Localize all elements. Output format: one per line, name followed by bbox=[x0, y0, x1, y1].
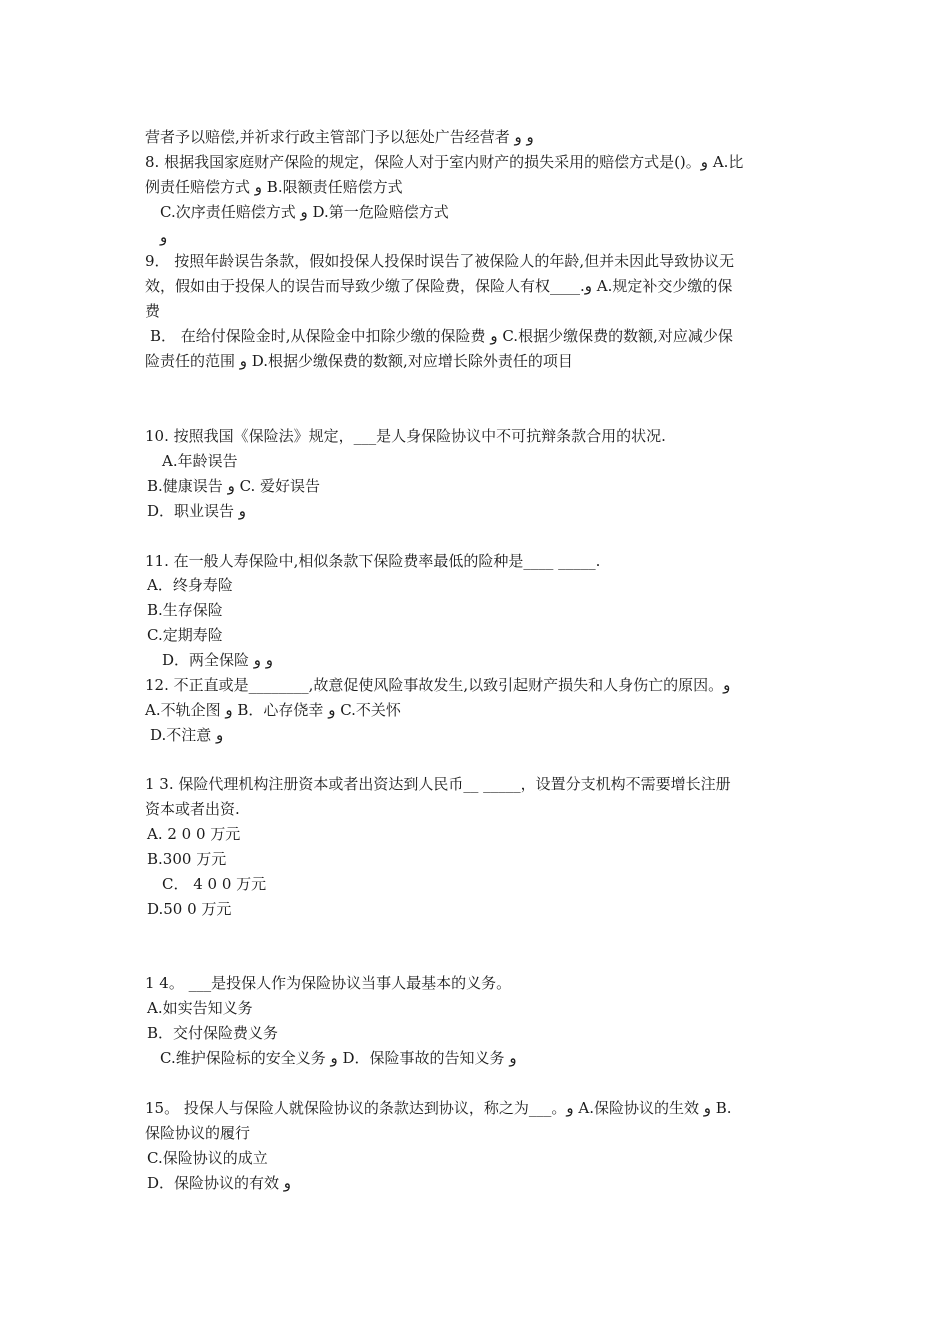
text-line-q11-option-a: A．终身寿险 bbox=[147, 576, 233, 594]
text-line-q10-option-a: A.年龄误告 bbox=[162, 452, 238, 470]
text-line-q10-stem: 10. 按照我国《保险法》规定，___是人身保险协议中不可抗辩条款合用的状况. bbox=[145, 427, 666, 445]
text-line-q11-option-c: C.定期寿险 bbox=[147, 626, 223, 644]
text-line-q11-option-d: D．两全保险 و و bbox=[162, 651, 274, 669]
text-line-q11-option-b: B.生存保险 bbox=[147, 601, 223, 619]
text-line-q9-stem: 9． 按照年龄误告条款，假如投保人投保时误告了被保险人的年龄,但并未因此导致协议无 bbox=[145, 252, 735, 270]
text-line-q9-options-d: 险责任的范围 و D.根据少缴保费的数额,对应增长除外责任的项目 bbox=[145, 352, 573, 370]
text-line-q7-tail: 营者予以赔偿,并祈求行政主管部门予以惩处广告经营者 و و bbox=[145, 128, 534, 146]
text-line-q12-stem: 12. 不正直或是________,故意促使风险事故发生,以致引起财产损失和人身伤亡的原因。و bbox=[145, 676, 731, 694]
text-line-q10-options-bc: B.健康误告 و C. 爱好误告 bbox=[147, 477, 321, 495]
text-line-q14-option-a: A.如实告知义务 bbox=[147, 999, 253, 1017]
text-line-q14-options-cd: C.维护保险标的安全义务 و D．保险事故的告知义务 و bbox=[160, 1049, 517, 1067]
text-line-q13-option-a: A. 2 0 0 万元 bbox=[147, 825, 241, 843]
text-line-q9-options-bc: B． 在给付保险金时,从保险金中扣除少缴的保险费 و C.根据少缴保费的数额,对应减少保 bbox=[150, 327, 733, 345]
text-line-q13-option-c: C． 4 0 0 万元 bbox=[162, 875, 267, 893]
text-line-q15-option-c: C.保险协议的成立 bbox=[147, 1149, 268, 1167]
text-line-q9-stem-3: 费 bbox=[145, 302, 161, 320]
text-line-q8-options-cd: C.次序责任赔偿方式 و D.第一危险赔偿方式 bbox=[160, 203, 449, 221]
text-line-q13-stem: 1 3. 保险代理机构注册资本或者出资达到人民币__ _____，设置分支机构不需要增长注册 bbox=[145, 775, 731, 793]
text-line-q13-option-d: D.50 0 万元 bbox=[147, 900, 232, 918]
text-line-q12-option-d: D.不注意 و bbox=[150, 726, 224, 744]
text-line-q10-option-d: D．职业误告 و bbox=[147, 502, 247, 520]
text-line-q13-option-b: B.300 万元 bbox=[147, 850, 227, 868]
text-line-q11-stem: 11. 在一般人寿保险中,相似条款下保险费率最低的险种是____ _____. bbox=[145, 552, 601, 570]
text-line-q15-option-d: D．保险协议的有效 و bbox=[147, 1174, 292, 1192]
text-line-q9-stem-2: 效，假如由于投保人的误告而导致少缴了保险费，保险人有权____.و A.规定补交少缴的保 bbox=[145, 277, 733, 295]
text-line-q13-stem-2: 资本或者出资. bbox=[145, 800, 240, 818]
text-line-q14-stem: 1 4。 ___是投保人作为保险协议当事人最基本的义务。 bbox=[145, 974, 512, 992]
text-line-q8-options-ab: 例责任赔偿方式 و B.限额责任赔偿方式 bbox=[145, 178, 403, 196]
text-line-mark: و bbox=[160, 228, 168, 246]
text-line-q8-stem: 8. 根据我国家庭财产保险的规定，保险人对于室内财产的损失采用的赔偿方式是()。و A.比 bbox=[145, 153, 744, 171]
text-line-q15-stem: 15。 投保人与保险人就保险协议的条款达到协议，称之为___。و A.保险协议的生效 و B. bbox=[145, 1099, 732, 1117]
text-line-q12-options-abc: A.不轨企图 و B．心存侥幸 و C.不关怀 bbox=[145, 701, 401, 719]
text-line-q15-option-b: 保险协议的履行 bbox=[145, 1124, 251, 1142]
text-line-q14-option-b: B．交付保险费义务 bbox=[147, 1024, 279, 1042]
